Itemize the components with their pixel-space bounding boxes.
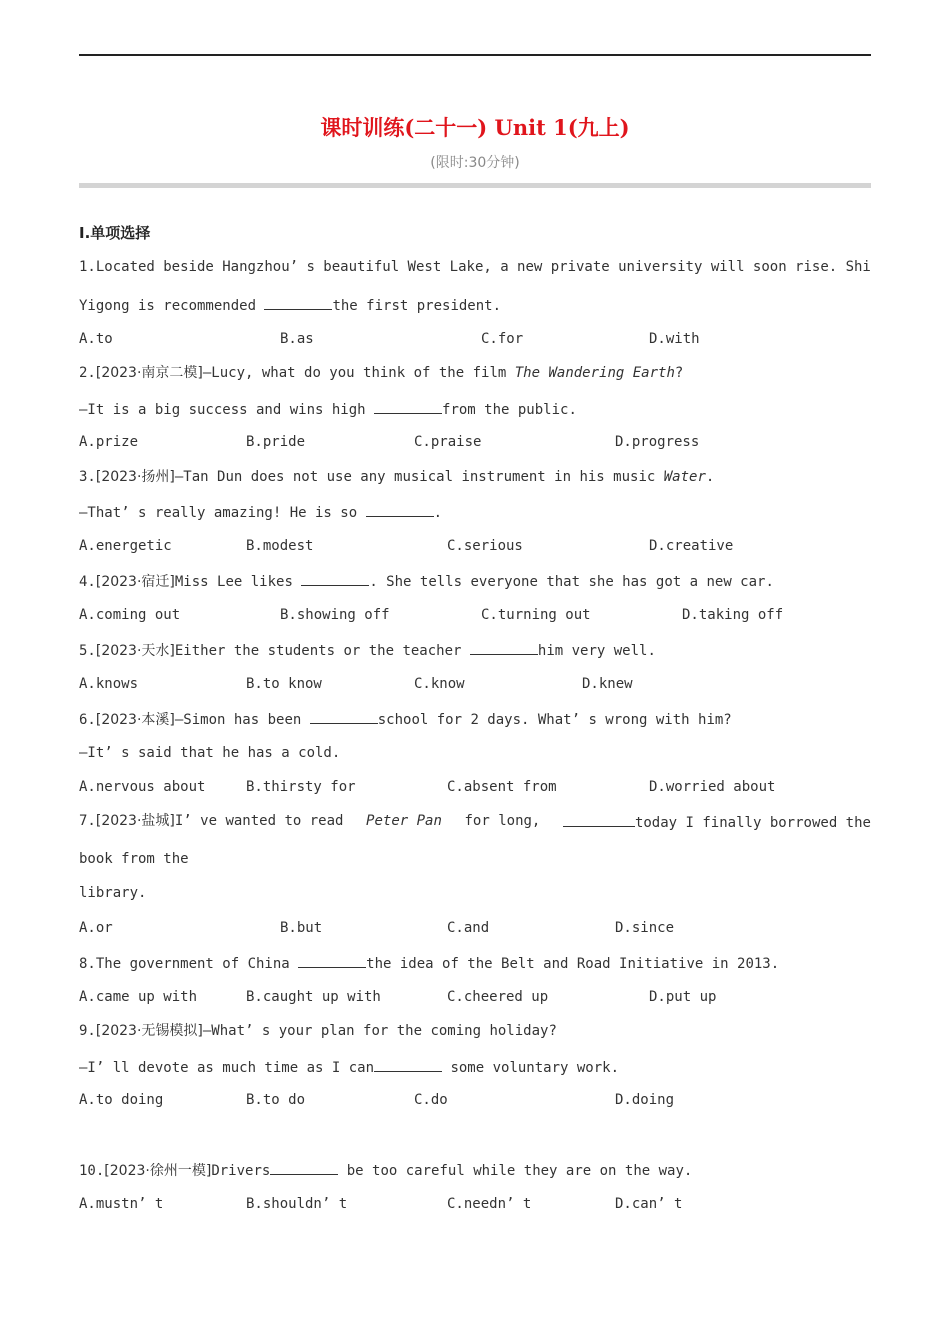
page-title: 课时训练(二十一) Unit 1(九上) [320, 115, 630, 140]
option-c: C.praise [414, 434, 482, 450]
option-b: B.caught up with [246, 989, 381, 1005]
option-b: B.modest [246, 538, 314, 554]
option-a: A.mustn’ t [79, 1196, 164, 1212]
answer-blank [298, 952, 366, 968]
book-title: Peter Pan [366, 813, 442, 829]
word: beside [163, 259, 214, 275]
word: rise. [795, 259, 838, 275]
option-c: C.serious [447, 538, 523, 554]
answer-blank [270, 1159, 338, 1175]
option-a: A.or [79, 920, 113, 936]
option-d: D.progress [615, 434, 700, 450]
question-7-line-3: library. [79, 885, 147, 901]
word: s [306, 259, 315, 275]
option-d: D.knew [582, 676, 633, 692]
option-a: A.to [79, 331, 113, 347]
option-b: B.showing off [280, 607, 390, 623]
answer-blank [264, 294, 332, 310]
source-tag: [2023·天水] [95, 643, 175, 659]
question-10-line-1: 10.[2023·徐州一模]Drivers be too careful while they are on the way. [79, 1159, 871, 1181]
option-c: C.turning out [481, 607, 591, 623]
option-c: C.for [481, 331, 524, 347]
option-c: C.cheered up [447, 989, 549, 1005]
option-d: D.can’ t [615, 1196, 683, 1212]
question-9-line-2: —I’ ll devote as much time as I can some voluntary work. [79, 1056, 871, 1078]
word: new [517, 259, 543, 275]
answer-blank [374, 1056, 442, 1072]
question-9-line-1: 9.[2023·无锡模拟]—What’ s your plan for the coming holiday? [79, 1023, 557, 1039]
option-d: D.taking off [682, 607, 784, 623]
option-b: B.as [280, 331, 314, 347]
option-b: B.but [280, 920, 323, 936]
question-3-line-2: —That’ s really amazing! He is so . [79, 501, 871, 523]
option-b: B.to know [246, 676, 322, 692]
question-4-line-1: 4.[2023·宿迁]Miss Lee likes . She tells everyone that she has got a new car. [79, 570, 871, 592]
option-d: D.since [615, 920, 675, 936]
question-8-line-1: 8.The government of China the idea of the Belt and Road Initiative in 2013. [79, 952, 871, 974]
source-tag: [2023·无锡模拟] [95, 1023, 203, 1039]
time-limit: (限时:30分钟) [430, 155, 520, 171]
top-rule [79, 54, 871, 56]
question-7-line-1: 7.[2023·盐城]I’ ve wanted to read Peter Pan for long, today I finally borrowed the [79, 813, 871, 831]
question-3-line-1: 3.[2023·扬州]—Tan Dun does not use any musical instrument in his music Water. [79, 469, 715, 485]
question-6-line-2: —It’ s said that he has a cold. [79, 745, 341, 761]
option-a: A.to doing [79, 1092, 164, 1108]
answer-blank [366, 501, 434, 517]
source-tag: [2023·盐城] [95, 813, 175, 829]
option-a: A.knows [79, 676, 139, 692]
section-heading: Ⅰ.单项选择 [79, 224, 151, 242]
word: private [550, 259, 610, 275]
source-tag: [2023·南京二模] [95, 365, 203, 381]
question-6-line-1: 6.[2023·本溪]—Simon has been school for 2 days. What’ s wrong with him? [79, 708, 871, 730]
source-tag: [2023·徐州一模] [104, 1163, 212, 1179]
word: 1.Located [79, 259, 155, 275]
header-divider [79, 183, 871, 188]
option-d: D.with [649, 331, 700, 347]
question-2-line-1: 2.[2023·南京二模]—Lucy, what do you think of the film The Wandering Earth? [79, 365, 684, 381]
option-c: C.and [447, 920, 490, 936]
question-7-line-2: book from the [79, 851, 189, 867]
source-tag: [2023·宿迁] [95, 574, 175, 590]
option-c: C.know [414, 676, 465, 692]
film-title: The Wandering Earth [514, 365, 675, 381]
question-5-line-1: 5.[2023·天水]Either the students or the teacher him very well. [79, 639, 871, 661]
word: university [618, 259, 703, 275]
option-a: A.coming out [79, 607, 181, 623]
option-b: B.shouldn’ t [246, 1196, 348, 1212]
option-c: C.needn’ t [447, 1196, 532, 1212]
option-c: C.do [414, 1092, 448, 1108]
option-d: D.creative [649, 538, 734, 554]
option-d: D.worried about [649, 779, 776, 795]
option-b: B.thirsty for [246, 779, 356, 795]
answer-blank [374, 398, 442, 414]
option-d: D.doing [615, 1092, 675, 1108]
option-d: D.put up [649, 989, 717, 1005]
option-c: C.absent from [447, 779, 557, 795]
word: Hangzhou’ [222, 259, 299, 275]
word: West [407, 259, 442, 275]
word: a [500, 259, 509, 275]
option-a: A.came up with [79, 989, 198, 1005]
word: Shi [845, 259, 871, 275]
source-tag: [2023·本溪] [95, 712, 175, 728]
word: soon [752, 259, 787, 275]
word: Lake, [449, 259, 492, 275]
question-1-line-1 [79, 257, 871, 277]
word: will [710, 259, 745, 275]
option-a: A.nervous about [79, 779, 206, 795]
option-a: A.prize [79, 434, 139, 450]
option-b: B.to do [246, 1092, 306, 1108]
answer-blank [563, 811, 635, 827]
work-title: Water [663, 469, 706, 485]
source-tag: [2023·扬州] [95, 469, 175, 485]
question-2-line-2: —It is a big success and wins high from the public. [79, 398, 871, 420]
question-1-line-2: Yigong is recommended the first president. [79, 294, 871, 316]
option-b: B.pride [246, 434, 306, 450]
word: beautiful [323, 259, 400, 275]
answer-blank [310, 708, 378, 724]
answer-blank [470, 639, 538, 655]
option-a: A.energetic [79, 538, 172, 554]
answer-blank [301, 570, 369, 586]
